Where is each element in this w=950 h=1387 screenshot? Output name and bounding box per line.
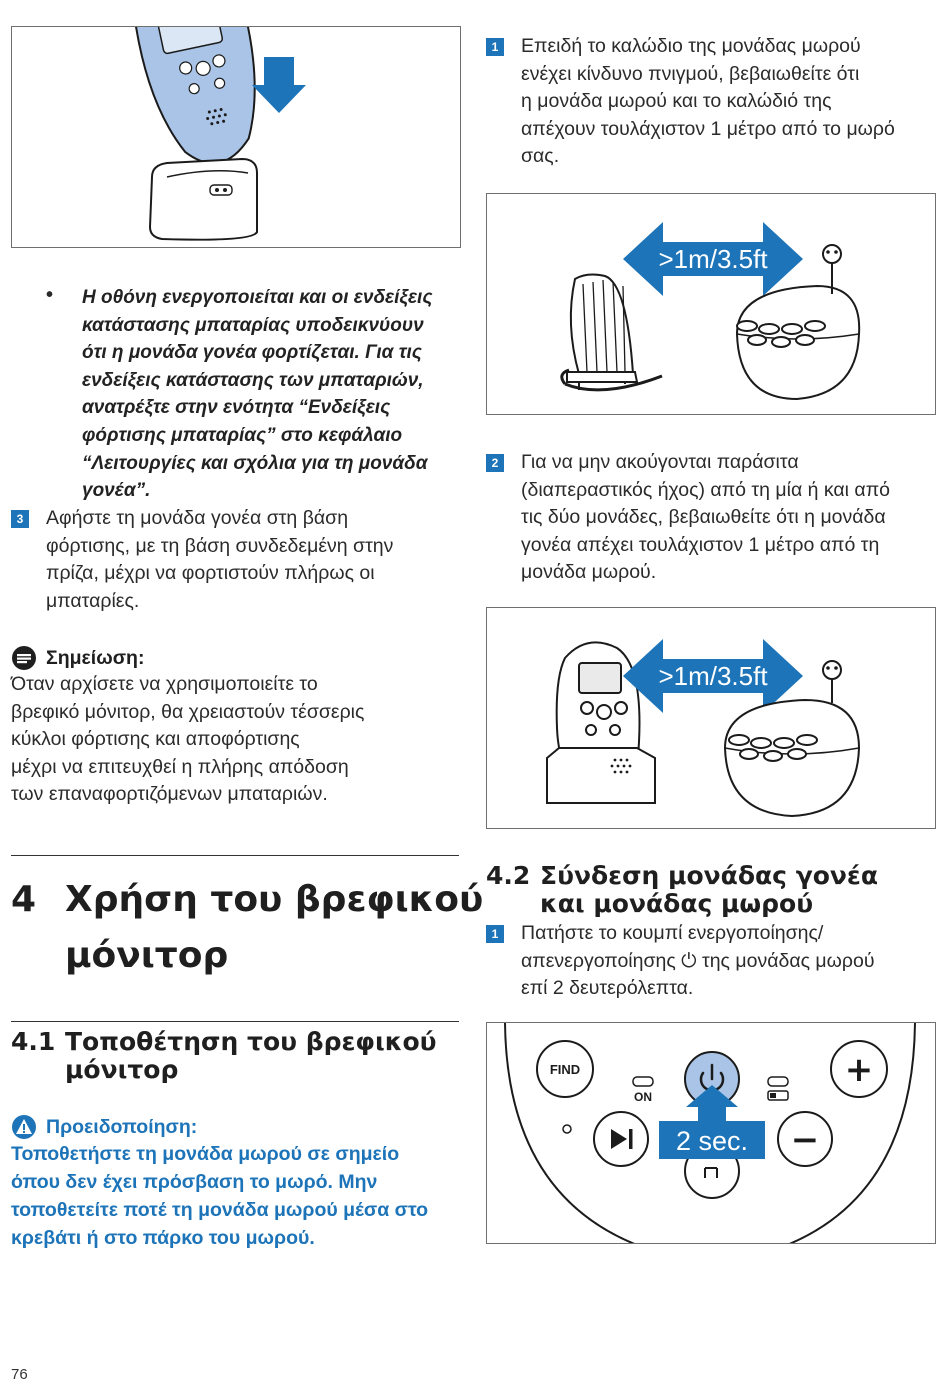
note-icon	[11, 645, 37, 671]
chapter-title-line: Χρήση του βρεφικού	[65, 879, 484, 920]
warning-text	[11, 1140, 461, 1252]
step-line: μονάδα μωρού.	[521, 561, 657, 584]
find-label: FIND	[549, 1062, 581, 1077]
step-line: γονέα απέχει τουλάχιστον 1 μέτρο από τη	[521, 533, 880, 556]
charging-drawing	[12, 27, 460, 247]
bullet-line: “Λειτουργίες και σχόλια για τη μονάδα	[82, 452, 428, 474]
note-text	[11, 671, 456, 809]
units-drawing	[487, 608, 935, 828]
note-line: μέχρι να επιτευχθεί η πλήρης απόδοση	[11, 755, 349, 778]
step-line: μπαταρίες.	[46, 589, 140, 612]
warning-line: κρεβάτι ή στο πάρκο του μωρού.	[11, 1227, 315, 1249]
bullet-line: ενδείξεις κατάστασης των μπαταριών,	[82, 369, 424, 391]
note-line: Όταν αρχίσετε να χρησιμοποιείτε το	[11, 673, 318, 695]
warning-line: όπου δεν έχει πρόσβαση το μωρό. Μην	[11, 1171, 378, 1193]
note-line: κύκλοι φόρτισης και αποφόρτισης	[11, 728, 300, 751]
step-line: τις δύο μονάδες, βεβαιωθείτε ότι η μονάδα	[521, 506, 886, 529]
on-label: ON	[634, 1090, 652, 1104]
note-line: των επαναφορτιζόμενων μπαταριών.	[11, 783, 328, 806]
control-panel-drawing	[487, 1023, 935, 1243]
step-line: Επειδή το καλώδιο της μονάδας μωρού	[521, 35, 861, 57]
step-line: Αφήστε τη μονάδα γονέα στη βάση	[46, 507, 349, 529]
bullet-line: κατάστασης μπαταρίας υποδεικνύουν	[82, 314, 424, 336]
warning-line: Τοποθετήστε τη μονάδα μωρού σε σημείο	[11, 1143, 400, 1165]
bullet-line: ανατρέξτε στην ενότητα “Ενδείξεις	[82, 397, 391, 419]
plus-label: +	[844, 1050, 874, 1090]
step-number: 2	[486, 454, 504, 472]
chapter-title-line: μόνιτορ	[65, 935, 229, 976]
step-line: η μονάδα μωρού και το καλώδιό της	[521, 90, 832, 113]
step-number: 1	[486, 38, 504, 56]
cradle-distance-illustration	[486, 193, 936, 415]
cradle-drawing	[487, 194, 935, 414]
warning-header	[11, 1114, 197, 1140]
step-line: (διαπεραστικός ήχος) από τη μία ή και από	[521, 478, 891, 501]
step-line: ενέχει κίνδυνο πνιγμού, βεβαιωθείτε ότι	[521, 62, 860, 85]
step-line: σας.	[521, 145, 560, 168]
bullet-line: γονέα”.	[82, 480, 151, 502]
distance-label: >1m/3.5ft	[658, 244, 768, 274]
charging-illustration	[11, 26, 461, 248]
section-number: 4.1	[11, 1027, 56, 1056]
step-number: 3	[11, 510, 29, 528]
bullet-line: Η οθόνη ενεργοποιείται και οι ενδείξεις	[82, 287, 433, 308]
step-number: 1	[486, 925, 504, 943]
bullet-dot: •	[46, 284, 54, 306]
control-panel-illustration	[486, 1022, 936, 1244]
distance-label: >1m/3.5ft	[658, 661, 768, 691]
section-title-line: Σύνδεση μονάδας γονέα	[540, 861, 879, 890]
section-number: 4.2	[486, 861, 531, 890]
seconds-label: 2 sec.	[675, 1126, 749, 1156]
minus-label: −	[790, 1120, 820, 1160]
warning-icon	[11, 1114, 37, 1140]
step-line: πρίζα, μέχρι να φορτιστούν πλήρως οι	[46, 562, 375, 585]
warning-title: Προειδοποίηση:	[46, 1115, 198, 1138]
charging-bullet-text	[82, 284, 452, 505]
page-number: 76	[11, 1366, 28, 1383]
chapter-number: 4	[11, 879, 37, 920]
step-line: απέχουν τουλάχιστον 1 μέτρο από το μωρό	[521, 117, 895, 140]
section-title-line: και μονάδας μωρού	[540, 889, 814, 918]
note-line: βρεφικό μόνιτορ, θα χρειαστούν τέσσερις	[11, 700, 365, 723]
step-line: Για να μην ακούγονται παράσιτα	[521, 451, 799, 473]
section-title-line: Τοποθέτηση του βρεφικού	[65, 1027, 437, 1056]
section-41-rule	[11, 1021, 459, 1022]
note-title: Σημείωση:	[46, 646, 145, 669]
step-line: επί 2 δευτερόλεπτα.	[521, 977, 694, 1000]
section-title-line: μόνιτορ	[65, 1055, 179, 1084]
step-line: Πατήστε το κουμπί ενεργοποίησης/	[521, 922, 824, 944]
chapter-rule	[11, 855, 459, 856]
bullet-line: ότι η μονάδα γονέα φορτίζεται. Για τις	[82, 342, 422, 364]
warning-line: τοποθετείτε ποτέ τη μονάδα μωρού μέσα στο	[11, 1199, 429, 1221]
step-line: φόρτισης, με τη βάση συνδεδεμένη στην	[46, 534, 394, 557]
note-header	[11, 645, 144, 671]
bullet-line: φόρτισης μπαταρίας” στο κεφάλαιο	[82, 424, 403, 446]
step-line: απενεργοποίησης ⏻ της μονάδας μωρού	[521, 949, 875, 972]
units-distance-illustration	[486, 607, 936, 829]
